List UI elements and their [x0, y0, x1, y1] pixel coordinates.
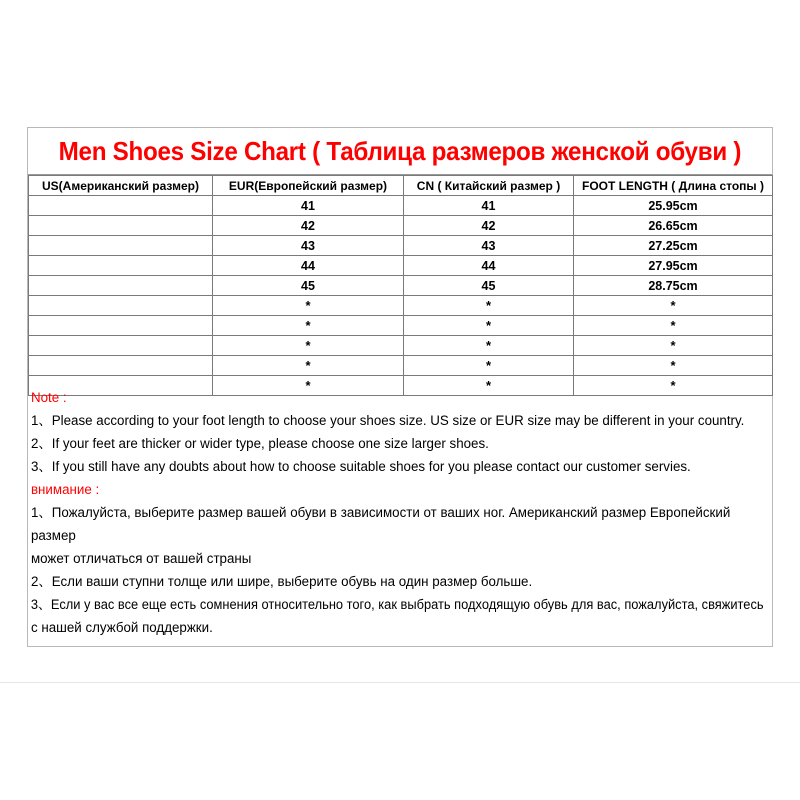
chart-title: Men Shoes Size Chart ( Таблица размеров женской обуви ) — [58, 135, 742, 166]
cell-cn: * — [404, 316, 574, 336]
footer-divider — [0, 682, 800, 683]
header-foot-length: FOOT LENGTH ( Длина стопы ) — [574, 176, 773, 196]
table-row — [29, 296, 773, 316]
cell-us — [29, 356, 213, 376]
cell-us — [29, 276, 213, 296]
cell-us — [29, 236, 213, 256]
table-header-row — [29, 176, 773, 196]
cell-cn: * — [404, 296, 574, 316]
cell-cn: 44 — [404, 256, 574, 276]
cell-eur: * — [213, 316, 404, 336]
table-row — [29, 356, 773, 376]
cell-us — [29, 296, 213, 316]
cell-foot-length: * — [574, 336, 773, 356]
table-row — [29, 256, 773, 276]
header-eur: EUR(Европейский размер) — [213, 176, 404, 196]
cell-cn: 41 — [404, 196, 574, 216]
cell-eur: * — [213, 296, 404, 316]
cell-us — [29, 316, 213, 336]
cell-foot-length: 25.95cm — [574, 196, 773, 216]
cell-cn: 42 — [404, 216, 574, 236]
note-ru-1: 1、Пожалуйста, выберите размер вашей обуви в зависимости от ваших ног. Американский размер Европейский — [30, 505, 731, 520]
table-row — [29, 216, 773, 236]
cell-cn: 45 — [404, 276, 574, 296]
cell-cn: * — [404, 356, 574, 376]
cell-foot-length: * — [574, 376, 773, 396]
cell-foot-length: 28.75cm — [574, 276, 773, 296]
header-cn: CN ( Китайский размер ) — [404, 176, 574, 196]
cell-cn: * — [404, 336, 574, 356]
note-ru-1-cont-2: может отличаться от вашей страны — [30, 551, 252, 566]
note-en-1: 1、Please according to your foot length to choose your shoes size. US size or EUR size may be different in your country. — [30, 413, 745, 428]
note-en-3: 3、If you still have any doubts about how to choose suitable shoes for you please contact our customer servies. — [30, 459, 691, 474]
cell-eur: * — [213, 356, 404, 376]
cell-us — [29, 336, 213, 356]
note-en-2: 2、If your feet are thicker or wider type, please choose one size larger shoes. — [30, 436, 489, 451]
notes-section — [28, 386, 772, 639]
cell-foot-length: 27.25cm — [574, 236, 773, 256]
table-row — [29, 276, 773, 296]
table-body — [29, 196, 773, 396]
cell-eur: * — [213, 376, 404, 396]
table-row — [29, 236, 773, 256]
cell-foot-length: * — [574, 316, 773, 336]
note-ru-2: 2、Если ваши ступни толще или шире, выберите обувь на один размер больше. — [30, 574, 533, 589]
cell-foot-length: 26.65cm — [574, 216, 773, 236]
note-heading-en: Note : — [30, 390, 67, 405]
cell-foot-length: 27.95cm — [574, 256, 773, 276]
table-row — [29, 196, 773, 216]
table-row — [29, 336, 773, 356]
cell-cn: 43 — [404, 236, 574, 256]
cell-foot-length: * — [574, 356, 773, 376]
note-ru-1-cont: размер — [30, 528, 76, 543]
cell-cn: * — [404, 376, 574, 396]
cell-eur: 43 — [213, 236, 404, 256]
cell-eur: 42 — [213, 216, 404, 236]
cell-eur: 45 — [213, 276, 404, 296]
cell-eur: 44 — [213, 256, 404, 276]
title-box — [28, 128, 772, 175]
cell-foot-length: * — [574, 296, 773, 316]
size-table — [28, 175, 773, 396]
table-row — [29, 316, 773, 336]
cell-us — [29, 196, 213, 216]
note-ru-3-cont: с нашей службой поддержки. — [30, 620, 213, 635]
cell-us — [29, 216, 213, 236]
header-us: US(Американский размер) — [29, 176, 213, 196]
note-heading-ru: внимание : — [30, 482, 100, 497]
note-ru-3: 3、Если у вас все еще есть сомнения относительно того, как выбрать подходящую обувь для вас, пожалуйста, свяжитесь — [30, 597, 764, 612]
cell-us — [29, 256, 213, 276]
cell-eur: 41 — [213, 196, 404, 216]
size-chart-sheet — [27, 127, 773, 647]
cell-eur: * — [213, 336, 404, 356]
